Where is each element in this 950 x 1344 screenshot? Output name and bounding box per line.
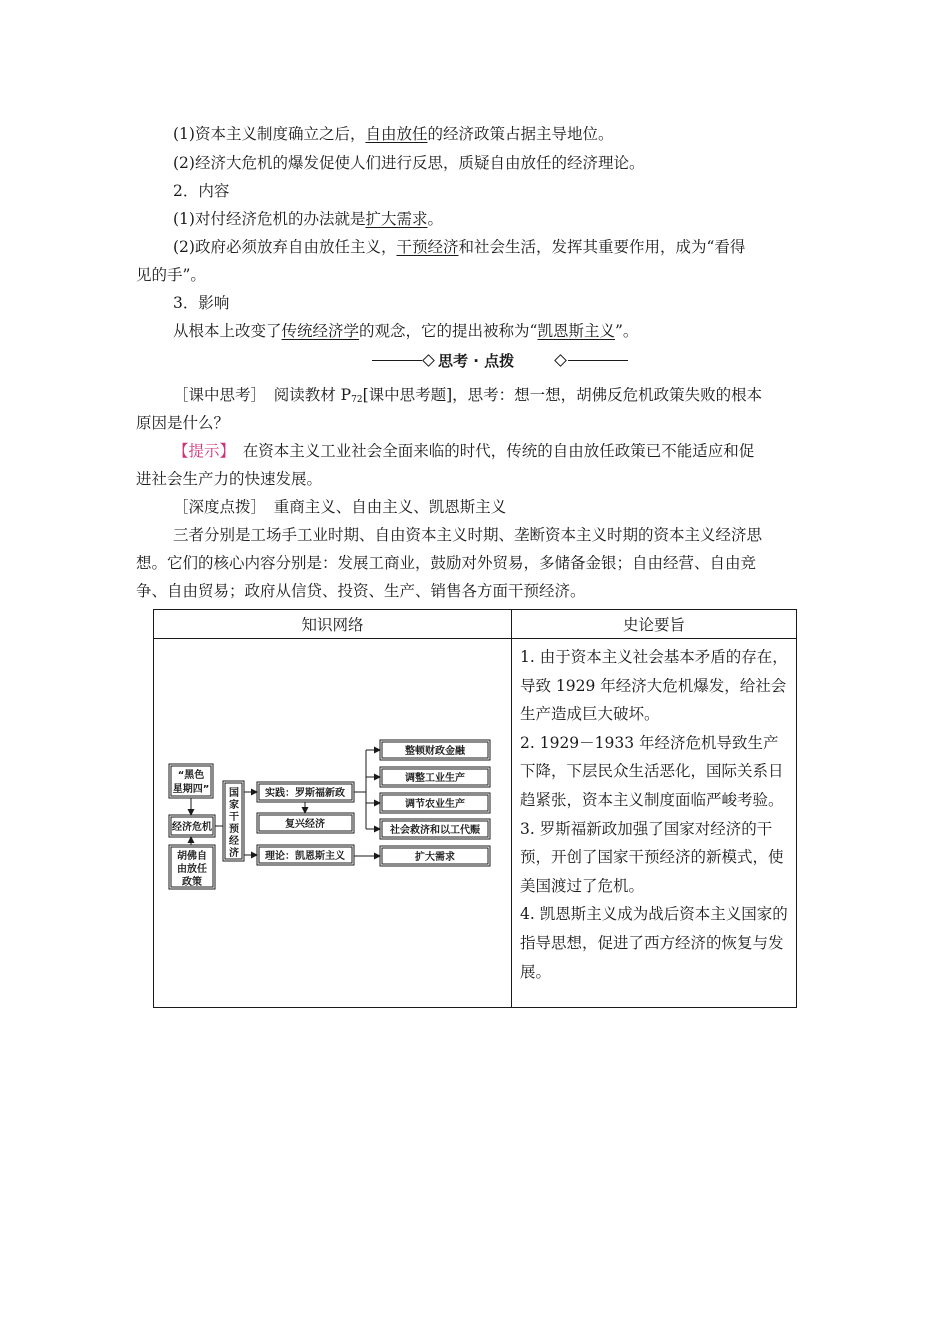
diamond-icon	[554, 354, 567, 367]
label-demand: 扩大需求	[415, 852, 455, 863]
key-point-4: 4. 凯恩斯主义成为战后资本主义国家的指导思想，促进了西方经济的恢复与发展。	[520, 905, 788, 981]
label-hoover-1: 胡佛自	[177, 851, 207, 862]
header-knowledge-network: 知识网络	[154, 610, 512, 639]
label-hoover-2: 由放任	[177, 864, 207, 875]
label-vertical-6: 济	[229, 848, 239, 859]
para-impact: 从根本上改变了传统经济学的观念，它的提出被称为“凯恩斯主义”。	[173, 322, 639, 340]
label-theory: 理论：凯恩斯主义	[265, 851, 345, 862]
label-vertical-3: 干	[229, 812, 239, 823]
para-1-1: (1)资本主义制度确立之后，自由放任的经济政策占据主导地位。	[173, 125, 614, 143]
label-practice: 实践：罗斯福新政	[265, 788, 345, 799]
underline-term: 干预经济	[396, 238, 459, 256]
label-industry: 调整工业生产	[405, 773, 465, 784]
key-point-2: 2. 1929－1933 年经济危机导致生产下降，下层民众生活恶化，国际关系日趋紧张，资本主义制度面临严峻考验。	[520, 733, 784, 809]
underline-term: 传统经济学	[281, 322, 360, 340]
key-point-1: 1. 由于资本主义社会基本矛盾的存在，导致 1929 年经济大危机爆发，给社会生产造成巨大破坏。	[520, 648, 788, 724]
key-point-3: 3. 罗斯福新政加强了国家对经济的干预，开创了国家干预经济的新模式，使美国渡过了危机。	[520, 819, 784, 895]
label-finance: 整顿财政金融	[405, 746, 465, 757]
para-2-2-cont: 见的手”。	[136, 266, 206, 284]
knowledge-network-cell	[154, 639, 512, 1008]
heading-impact: 3．影响	[173, 294, 230, 312]
deep-title: ［深度点拨］ 重商主义、自由主义、凯恩斯主义	[173, 498, 507, 516]
hint-paragraph: 【提示】 在资本主义工业社会全面来临的时代，传统的自由放任政策已不能适应和促	[173, 442, 755, 460]
deep-para-cont-1: 想。它们的核心内容分别是：发展工商业，鼓励对外贸易，多储备金银；自由经营、自由竞	[136, 554, 757, 572]
hint-paragraph-cont: 进社会生产力的快速发展。	[136, 470, 323, 488]
label-economic-crisis: 经济危机	[172, 822, 212, 833]
deep-para-cont-2: 争、自由贸易；政府从信贷、投资、生产、销售各方面干预经济。	[136, 582, 586, 600]
think-question-cont: 原因是什么？	[136, 414, 230, 432]
banner-title: 思考 · 点拨	[438, 352, 515, 370]
think-question: ［课中思考］ 阅读教材 $P_{72}$[课中思考题]，思考：想一想，胡佛反危机政策失败的根本	[173, 386, 763, 405]
label-vertical-5: 经	[229, 836, 239, 847]
label-relief: 社会救济和以工代赈	[390, 825, 480, 836]
para-2-1: (1)对付经济危机的办法就是扩大需求。	[173, 210, 443, 228]
para-1-2: (2)经济大危机的爆发促使人们进行反思，质疑自由放任的经济理论。	[173, 154, 645, 172]
deep-para: 三者分别是工场手工业时期、自由资本主义时期、垄断资本主义时期的资本主义经济思	[173, 526, 763, 544]
banner-rule-right	[568, 360, 628, 361]
header-key-points: 史论要旨	[512, 610, 797, 639]
heading-content: 2．内容	[173, 182, 230, 200]
underline-term: 自由放任	[365, 125, 428, 143]
label-recover: 复兴经济	[285, 819, 325, 830]
banner-rule-left	[372, 360, 422, 361]
label-agriculture: 调节农业生产	[405, 799, 465, 810]
underline-term: 凯恩斯主义	[537, 322, 615, 340]
hint-label: 【提示】	[173, 442, 228, 460]
label-hoover-3: 政策	[182, 877, 202, 888]
label-vertical-4: 预	[229, 824, 239, 835]
knowledge-network-diagram	[154, 639, 511, 1003]
label-vertical-1: 国	[229, 788, 239, 799]
section-banner	[372, 352, 628, 368]
underline-term: 扩大需求	[365, 210, 428, 228]
diamond-icon	[422, 354, 435, 367]
key-points-cell	[512, 639, 797, 1008]
summary-table	[153, 609, 797, 1008]
label-vertical-2: 家	[229, 800, 239, 811]
para-2-2: (2)政府必须放弃自由放任主义，干预经济和社会生活，发挥其重要作用，成为“看得	[173, 238, 746, 256]
label-black-thursday-1: “黑色	[177, 770, 205, 781]
label-black-thursday-2: 星期四”	[172, 784, 210, 795]
